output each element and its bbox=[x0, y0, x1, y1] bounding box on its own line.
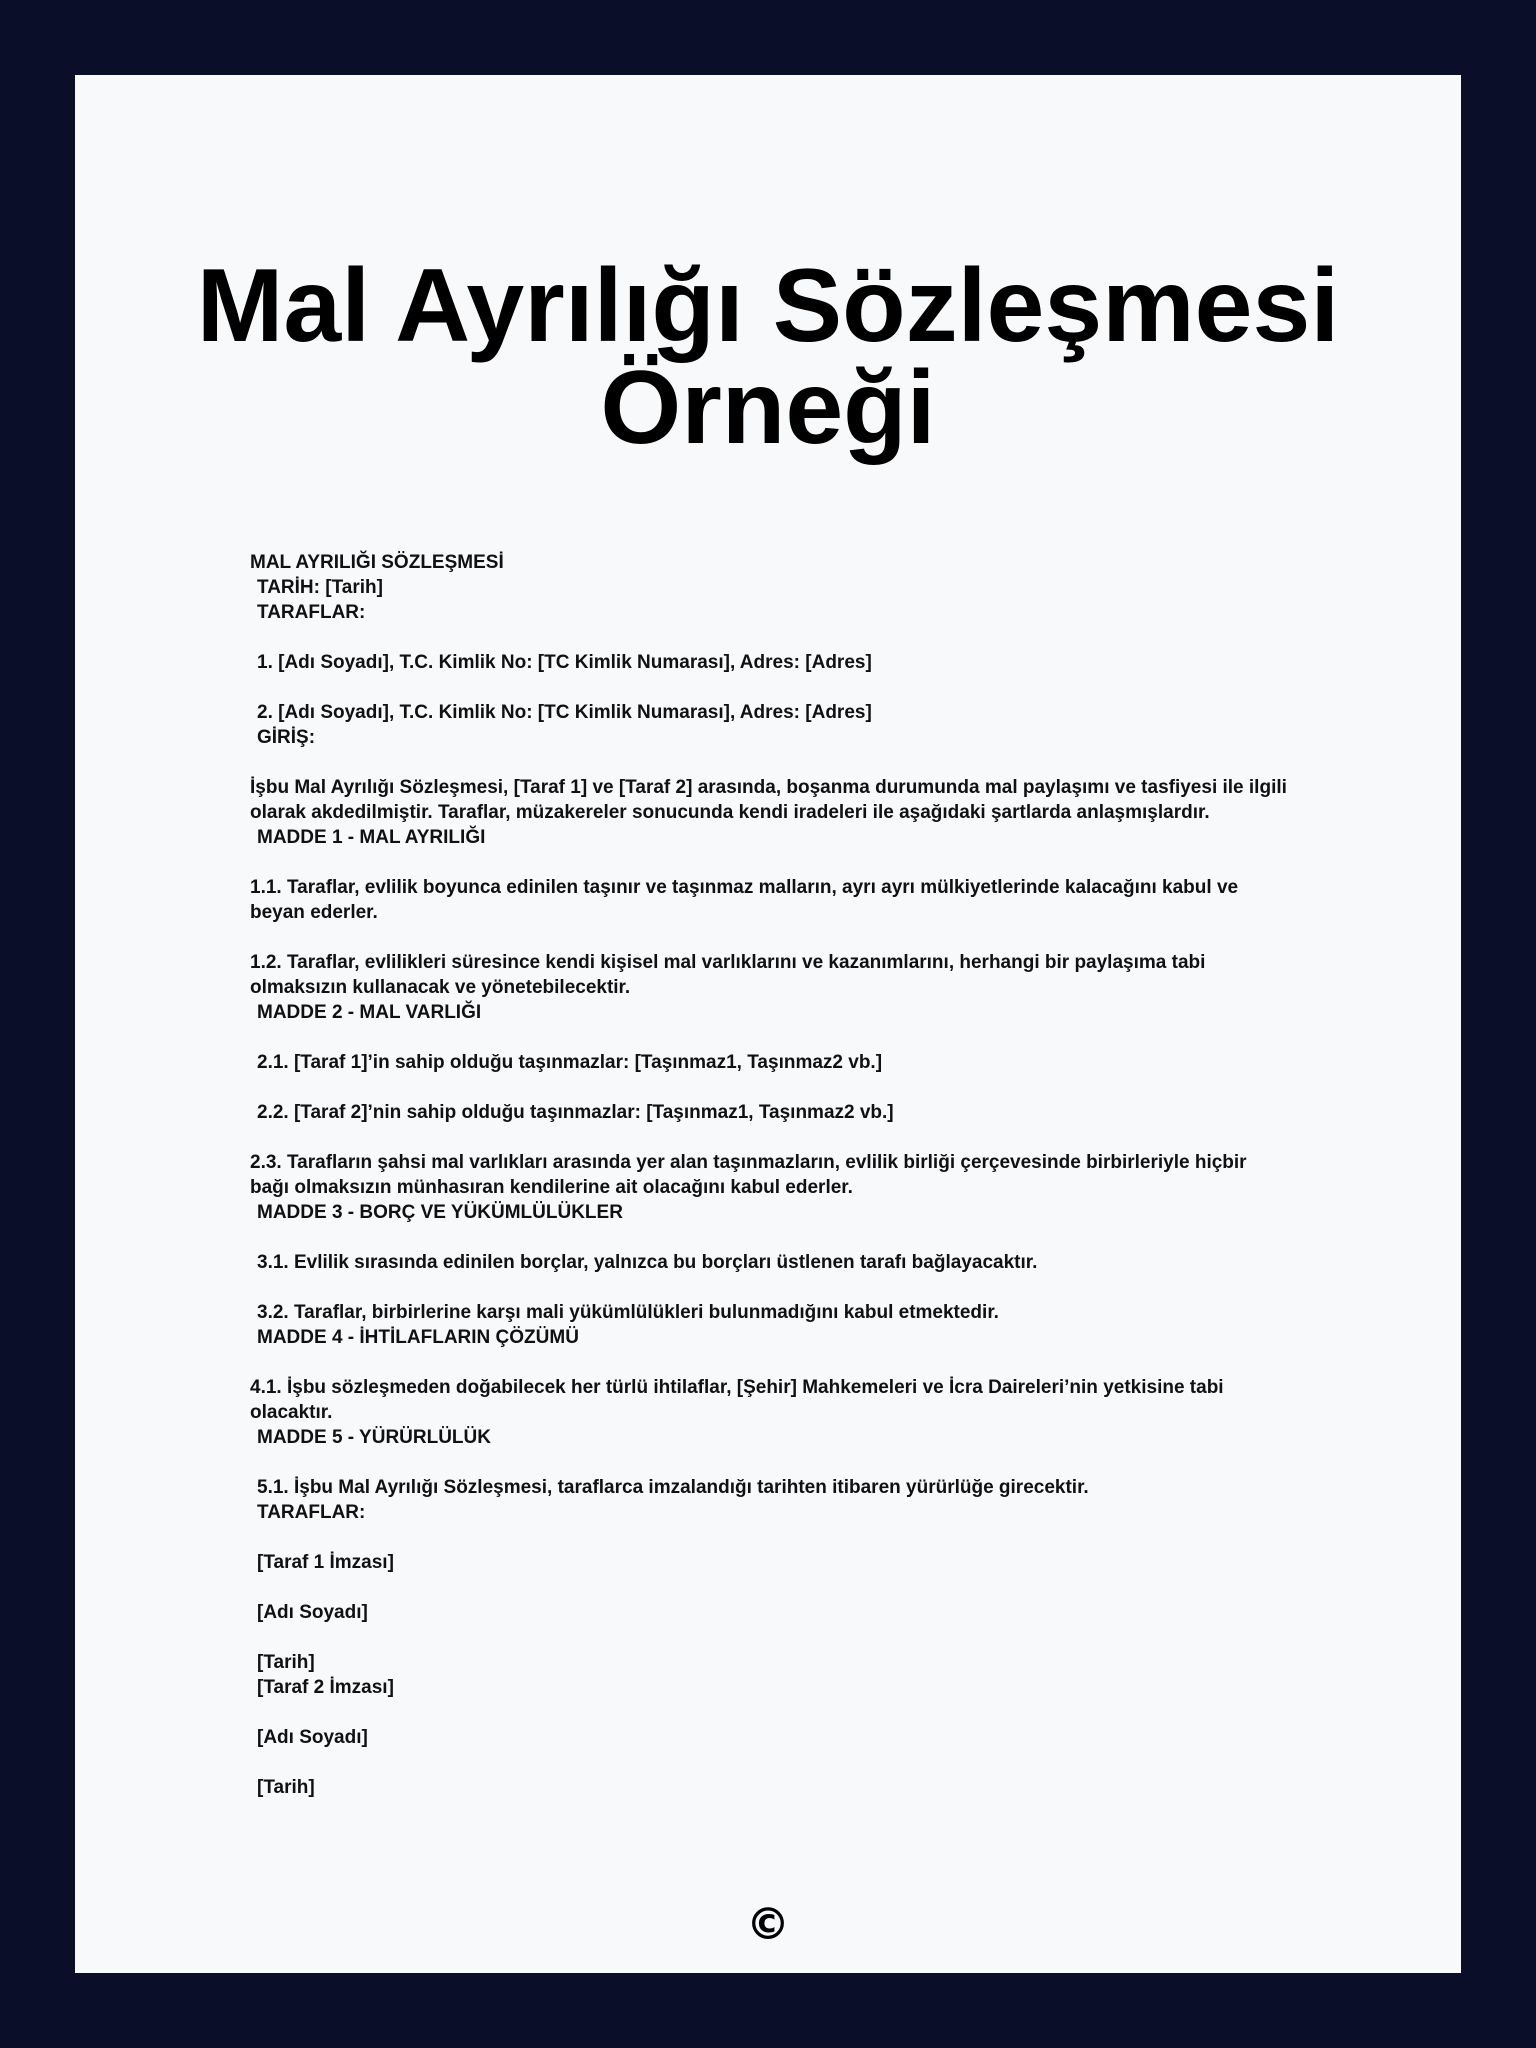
signatures-heading: TARAFLAR: bbox=[257, 1502, 366, 1523]
spacer bbox=[250, 625, 1290, 650]
signature-2-name: [Adı Soyadı] bbox=[257, 1727, 368, 1748]
spacer bbox=[250, 1350, 1290, 1375]
party-2: 2. [Adı Soyadı], T.C. Kimlik No: [TC Kimlik Numarası], Adres: [Adres] bbox=[257, 702, 872, 723]
article-4-heading: MADDE 4 - İHTİLAFLARIN ÇÖZÜMÜ bbox=[257, 1327, 579, 1348]
spacer bbox=[250, 675, 1290, 700]
spacer bbox=[250, 1450, 1290, 1475]
signature-2-date: [Tarih] bbox=[257, 1777, 315, 1798]
spacer bbox=[250, 1075, 1290, 1100]
spacer bbox=[250, 1025, 1290, 1050]
spacer bbox=[250, 1125, 1290, 1150]
article-3-1: 3.1. Evlilik sırasında edinilen borçlar, yalnızca bu borçları üstlenen tarafı bağlayacaktır. bbox=[257, 1252, 1038, 1273]
contract-body bbox=[250, 550, 1290, 1800]
intro-heading: GİRİŞ: bbox=[257, 727, 316, 748]
intro-text: İşbu Mal Ayrılığı Sözleşmesi, [Taraf 1] ve [Taraf 2] arasında, boşanma durumunda mal paylaşımı ve tasfiyesi ile ilgili olarak akdedilmiştir. Taraflar, müzakereler sonucunda kendi iradeleri ile aşağıdaki şartlarda anlaşmışlardır. bbox=[250, 777, 1287, 823]
article-5-heading: MADDE 5 - YÜRÜRLÜLÜK bbox=[257, 1427, 491, 1448]
spacer bbox=[250, 1625, 1290, 1650]
article-1-1: 1.1. Taraflar, evlilik boyunca edinilen taşınır ve taşınmaz malların, ayrı ayrı mülkiyetlerinde kalacağını kabul ve beyan ederler. bbox=[250, 877, 1239, 923]
page-title: Mal Ayrılığı Sözleşmesi Örneği bbox=[196, 248, 1340, 466]
article-2-3: 2.3. Tarafların şahsi mal varlıkları arasında yer alan taşınmazların, evlilik birliği çerçevesinde birbirleriyle hiçbir bağı olmaksızın münhasıran kendilerine ait olacağını kabul ederler. bbox=[250, 1152, 1247, 1198]
article-2-1: 2.1. [Taraf 1]’in sahip olduğu taşınmazlar: [Taşınmaz1, Taşınmaz2 vb.] bbox=[257, 1052, 883, 1073]
spacer bbox=[250, 1575, 1290, 1600]
article-2-heading: MADDE 2 - MAL VARLIĞI bbox=[257, 1002, 482, 1023]
spacer bbox=[250, 850, 1290, 875]
document-page bbox=[75, 75, 1461, 1973]
spacer bbox=[250, 750, 1290, 775]
article-1-heading: MADDE 1 - MAL AYRILIĞI bbox=[257, 827, 486, 848]
article-5-1: 5.1. İşbu Mal Ayrılığı Sözleşmesi, taraflarca imzalandığı tarihten itibaren yürürlüğe girecektir. bbox=[257, 1477, 1089, 1498]
spacer bbox=[250, 1750, 1290, 1775]
copyright-icon: © bbox=[746, 1899, 790, 1950]
party-1: 1. [Adı Soyadı], T.C. Kimlik No: [TC Kimlik Numarası], Adres: [Adres] bbox=[257, 652, 872, 673]
signature-1-name: [Adı Soyadı] bbox=[257, 1602, 368, 1623]
signature-1-date: [Tarih] bbox=[257, 1652, 315, 1673]
spacer bbox=[250, 1700, 1290, 1725]
date-line: TARİH: [Tarih] bbox=[257, 577, 383, 598]
spacer bbox=[250, 1225, 1290, 1250]
parties-heading: TARAFLAR: bbox=[257, 602, 366, 623]
article-1-2: 1.2. Taraflar, evlilikleri süresince kendi kişisel mal varlıklarını ve kazanımlarını, herhangi bir paylaşıma tabi olmaksızın kullanacak ve yönetebilecektir. bbox=[250, 952, 1206, 998]
signature-1-label: [Taraf 1 İmzası] bbox=[257, 1552, 394, 1573]
contract-heading: MAL AYRILIĞI SÖZLEŞMESİ bbox=[250, 552, 504, 573]
article-4-1: 4.1. İşbu sözleşmeden doğabilecek her türlü ihtilaflar, [Şehir] Mahkemeleri ve İcra Daireleri’nin yetkisine tabi olacaktır. bbox=[250, 1377, 1224, 1423]
spacer bbox=[250, 925, 1290, 950]
article-3-2: 3.2. Taraflar, birbirlerine karşı mali yükümlülükleri bulunmadığını kabul etmektedir. bbox=[257, 1302, 999, 1323]
article-3-heading: MADDE 3 - BORÇ VE YÜKÜMLÜLÜKLER bbox=[257, 1202, 623, 1223]
signature-2-label: [Taraf 2 İmzası] bbox=[257, 1677, 394, 1698]
spacer bbox=[250, 1525, 1290, 1550]
article-2-2: 2.2. [Taraf 2]’nin sahip olduğu taşınmazlar: [Taşınmaz1, Taşınmaz2 vb.] bbox=[257, 1102, 894, 1123]
spacer bbox=[250, 1275, 1290, 1300]
